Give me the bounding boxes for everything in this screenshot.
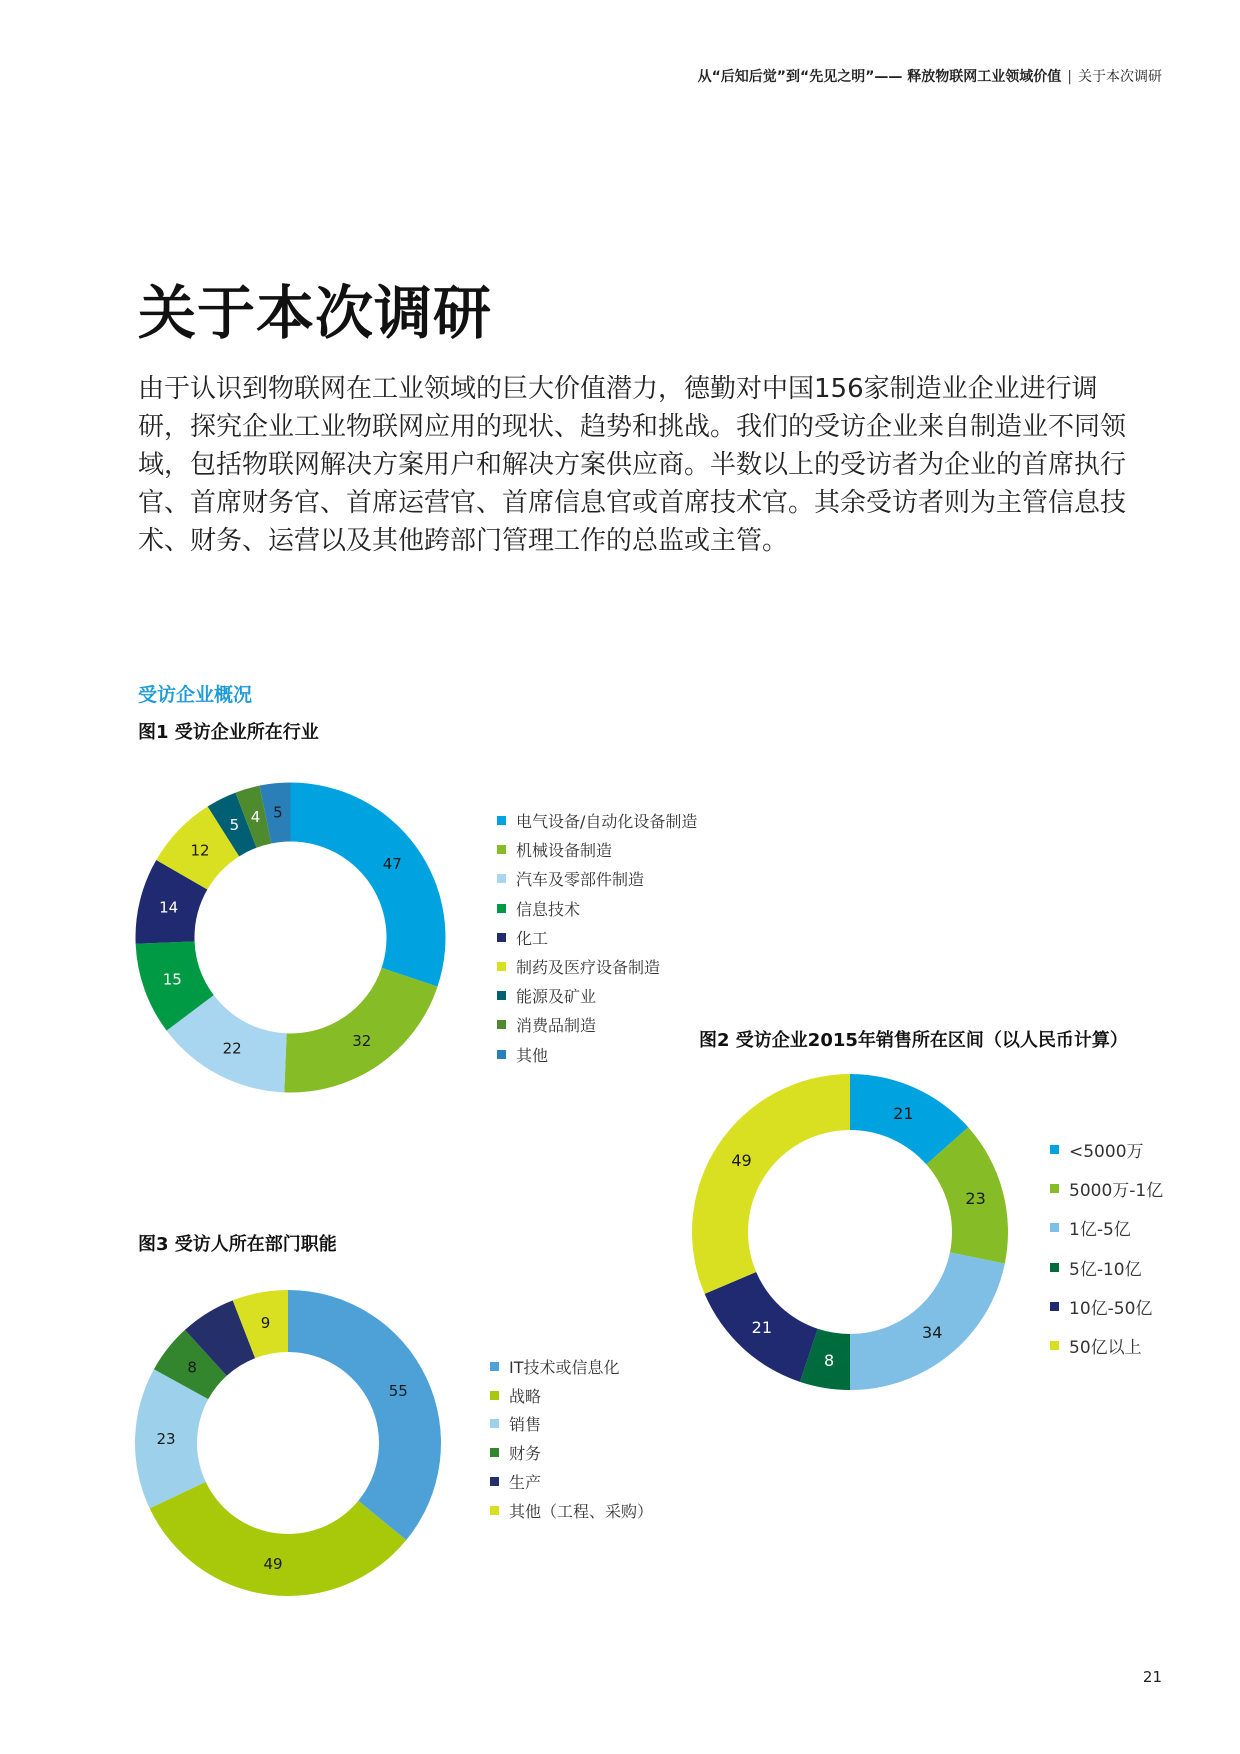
legend-item	[1050, 1208, 1163, 1247]
legend-swatch	[1050, 1263, 1059, 1272]
data-label: 32	[352, 1031, 372, 1050]
legend-label: 10亿-50亿	[1069, 1298, 1153, 1319]
legend-item	[1050, 1287, 1163, 1326]
legend-swatch	[497, 816, 506, 825]
legend-swatch	[1050, 1184, 1059, 1193]
legend-label: 5亿-10亿	[1069, 1259, 1142, 1280]
legend-label: 其他（工程、采购）	[509, 1501, 654, 1521]
legend-label: 信息技术	[516, 899, 581, 919]
legend-item	[490, 1410, 653, 1439]
legend-label: 化工	[516, 928, 549, 948]
data-label: 34	[922, 1323, 943, 1343]
legend-label: <5000万	[1069, 1142, 1144, 1163]
header-section-name: 关于本次调研	[1078, 69, 1162, 85]
data-label: 49	[731, 1150, 752, 1170]
legend-swatch	[497, 1020, 506, 1029]
data-label: 5	[273, 803, 283, 822]
data-label: 14	[159, 898, 179, 917]
legend-item	[1050, 1326, 1163, 1365]
data-label: 47	[382, 855, 402, 874]
legend-label: 制药及医疗设备制造	[516, 958, 661, 978]
legend-label: 销售	[509, 1415, 542, 1435]
legend-item	[490, 1467, 653, 1496]
donut-slice	[850, 1252, 1005, 1390]
data-label: 8	[187, 1358, 197, 1377]
data-label: 21	[893, 1103, 914, 1123]
legend-item	[1050, 1130, 1163, 1169]
donut-slice	[288, 1290, 441, 1540]
legend-label: 财务	[509, 1444, 542, 1464]
legend-swatch	[490, 1362, 499, 1371]
figure-3-donut-chart	[133, 1288, 443, 1598]
data-label: 4	[250, 807, 261, 826]
data-label: 8	[824, 1350, 835, 1370]
legend-item	[1050, 1248, 1163, 1287]
figure-2-donut-chart	[690, 1072, 1010, 1392]
data-label: 21	[751, 1318, 773, 1338]
figure-2-title: 图2 受访企业2015年销售所在区间（以人民币计算）	[699, 1030, 1128, 1051]
legend-label: IT技术或信息化	[509, 1357, 620, 1377]
legend-item	[497, 894, 697, 923]
legend-label: 电气设备/自动化设备制造	[516, 812, 698, 832]
running-header	[698, 66, 1162, 86]
legend-label: 50亿以上	[1069, 1338, 1142, 1359]
donut-slice	[692, 1074, 850, 1294]
legend-label: 生产	[509, 1473, 542, 1493]
figure-1-legend	[497, 806, 697, 1069]
figure-3-legend	[490, 1352, 653, 1525]
legend-swatch	[490, 1477, 499, 1486]
legend-label: 机械设备制造	[516, 841, 613, 861]
legend-label: 能源及矿业	[516, 987, 597, 1007]
legend-label: 战略	[509, 1386, 542, 1406]
data-label: 23	[156, 1430, 176, 1449]
legend-swatch	[490, 1391, 499, 1400]
data-label: 23	[965, 1188, 986, 1208]
legend-item	[497, 1010, 697, 1039]
legend-item	[497, 806, 697, 835]
page-title: 关于本次调研	[138, 279, 493, 347]
legend-swatch	[490, 1506, 499, 1515]
legend-swatch	[490, 1448, 499, 1457]
legend-label: 5000万-1亿	[1069, 1181, 1164, 1202]
donut-slice	[284, 968, 437, 1093]
legend-swatch	[1050, 1302, 1059, 1311]
legend-item	[490, 1352, 653, 1381]
legend-swatch	[497, 904, 506, 913]
figure-3-title: 图3 受访人所在部门职能	[138, 1234, 337, 1255]
legend-item	[490, 1496, 653, 1525]
legend-swatch	[497, 845, 506, 854]
header-separator: |	[1067, 69, 1072, 85]
legend-swatch	[497, 933, 506, 942]
data-label: 5	[229, 816, 240, 835]
figure-1-donut-chart	[133, 780, 448, 1095]
legend-item	[497, 835, 697, 864]
legend-item	[497, 923, 697, 952]
legend-swatch	[497, 1050, 506, 1059]
figure-1-title: 图1 受访企业所在行业	[138, 722, 319, 743]
section-heading: 受访企业概况	[138, 684, 253, 706]
data-label: 49	[263, 1555, 283, 1574]
legend-item	[497, 981, 697, 1010]
legend-item	[490, 1438, 653, 1467]
donut-slice	[291, 783, 446, 987]
legend-label: 其他	[516, 1045, 549, 1065]
legend-swatch	[1050, 1341, 1059, 1350]
intro-paragraph: 由于认识到物联网在工业领域的巨大价值潜力，德勤对中国156家制造业企业进行调研，探究企业工业物联网应用的现状、趋势和挑战。我们的受访企业来自制造业不同领域，包括物联网解决方案用户和解决方案供应商。半数以上的受访者为企业的首席执行官、首席财务官、首席运营官、首席信息官或首席技术官。其余受访者则为主管信息技术、财务、运营以及其他跨部门管理工作的总监或主管。	[138, 374, 1127, 556]
report-title: 从“后知后觉”到“先见之明”—— 释放物联网工业领域价值	[697, 69, 1062, 85]
legend-swatch	[490, 1419, 499, 1428]
legend-swatch	[497, 991, 506, 1000]
legend-item	[497, 1040, 697, 1069]
legend-item	[1050, 1169, 1163, 1208]
data-label: 9	[260, 1314, 271, 1333]
legend-swatch	[497, 874, 506, 883]
figure-2-legend	[1050, 1130, 1163, 1365]
legend-swatch	[1050, 1145, 1059, 1154]
legend-swatch	[497, 962, 506, 971]
legend-item	[497, 952, 697, 981]
legend-item	[497, 864, 697, 893]
legend-label: 汽车及零部件制造	[516, 870, 645, 890]
data-label: 15	[162, 970, 182, 989]
data-label: 55	[388, 1381, 408, 1400]
page-number: 21	[1142, 1668, 1162, 1686]
legend-label: 1亿-5亿	[1069, 1220, 1131, 1241]
legend-label: 消费品制造	[516, 1016, 597, 1036]
legend-swatch	[1050, 1223, 1059, 1232]
legend-item	[490, 1381, 653, 1410]
data-label: 22	[222, 1039, 242, 1058]
data-label: 12	[190, 841, 210, 860]
